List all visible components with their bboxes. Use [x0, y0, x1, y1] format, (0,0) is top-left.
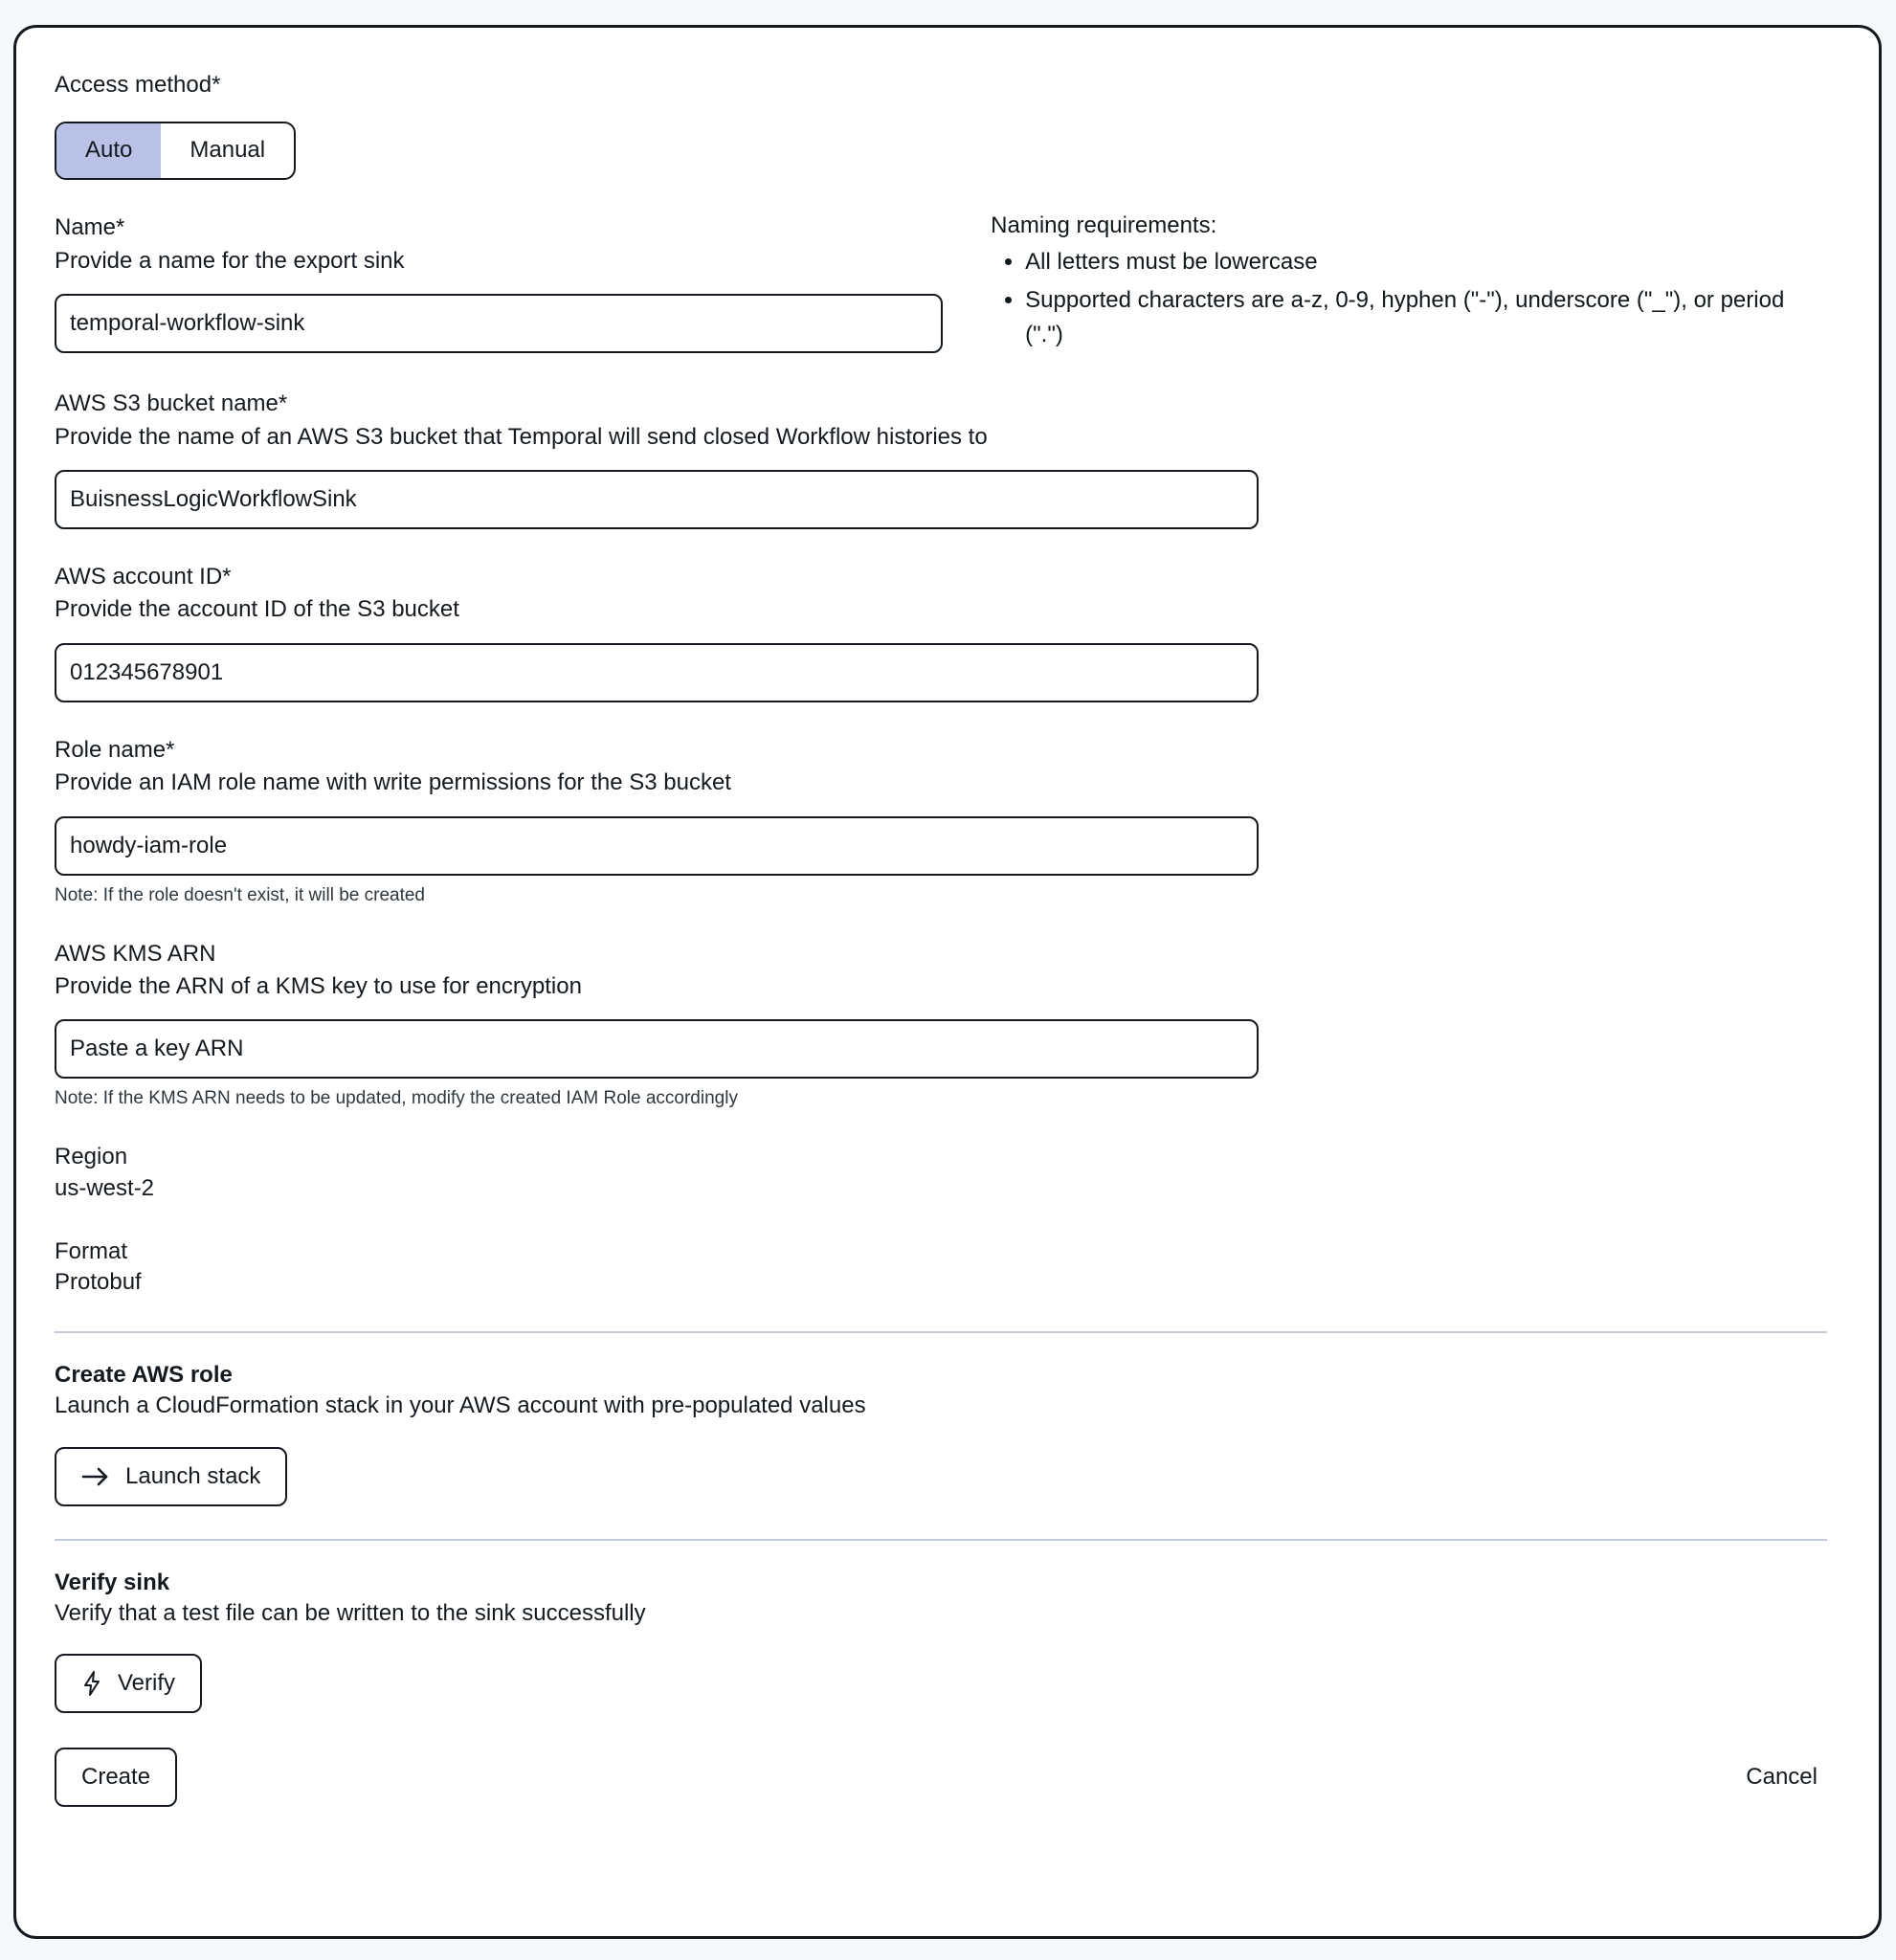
account-id-field-group [55, 562, 1827, 702]
verify-sink-section [55, 1568, 1827, 1714]
cancel-button[interactable]: Cancel [1746, 1764, 1818, 1791]
name-and-requirements-row [55, 212, 1827, 356]
region-value: us-west-2 [55, 1174, 155, 1201]
kms-arn-label: AWS KMS ARN [55, 940, 216, 967]
kms-arn-note: Note: If the KMS ARN needs to be updated, modify the created IAM Role accordingly [55, 1088, 738, 1109]
role-name-field-group [55, 735, 1827, 906]
verify-button[interactable] [55, 1654, 202, 1713]
naming-requirement-item: • All letters must be lowercase [1025, 245, 1827, 279]
format-value: Protobuf [55, 1269, 142, 1296]
create-aws-role-section [55, 1360, 1827, 1506]
create-button[interactable]: Create [55, 1748, 177, 1807]
region-block [55, 1142, 1827, 1204]
name-label: Name* [55, 214, 125, 241]
name-field-group [55, 212, 971, 356]
role-name-description: Provide an IAM role name with write permissions for the S3 bucket [55, 769, 731, 796]
access-method-option-manual[interactable]: Manual [161, 123, 294, 178]
export-sink-form-panel [13, 25, 1882, 1939]
naming-requirements-title: Naming requirements: [991, 212, 1217, 239]
region-label: Region [55, 1144, 128, 1170]
lightning-icon [81, 1670, 102, 1697]
divider [55, 1331, 1827, 1333]
access-method-option-auto[interactable]: Auto [56, 123, 161, 178]
access-method-group [55, 70, 1827, 180]
kms-arn-field-group [55, 939, 1827, 1110]
access-method-segmented-control[interactable] [55, 122, 296, 180]
role-name-input[interactable] [55, 816, 1259, 876]
verify-sink-title: Verify sink [55, 1569, 170, 1595]
launch-stack-button[interactable] [55, 1447, 287, 1506]
bucket-field-group [55, 389, 1827, 529]
role-name-note: Note: If the role doesn't exist, it will be created [55, 884, 425, 905]
naming-requirement-item: • Supported characters are a-z, 0-9, hyphen ("-"), underscore ("_"), or period (".") [1025, 283, 1827, 352]
arrow-right-icon [81, 1466, 110, 1487]
kms-arn-description: Provide the ARN of a KMS key to use for encryption [55, 972, 582, 999]
naming-requirements-list [991, 245, 1827, 352]
account-id-input[interactable] [55, 643, 1259, 702]
bucket-description: Provide the name of an AWS S3 bucket that Temporal will send closed Workflow histories to [55, 423, 988, 450]
naming-requirements-block [971, 212, 1827, 356]
divider [55, 1539, 1827, 1541]
verify-sink-description: Verify that a test file can be written to the sink successfully [55, 1600, 646, 1627]
verify-button-label: Verify [118, 1670, 176, 1697]
account-id-label: AWS account ID* [55, 563, 232, 590]
name-description: Provide a name for the export sink [55, 247, 405, 274]
create-aws-role-description: Launch a CloudFormation stack in your AWS account with pre-populated values [55, 1392, 866, 1419]
account-id-description: Provide the account ID of the S3 bucket [55, 596, 459, 623]
name-input[interactable] [55, 294, 943, 353]
bucket-input[interactable] [55, 470, 1259, 529]
create-aws-role-title: Create AWS role [55, 1361, 233, 1388]
access-method-label: Access method* [55, 72, 221, 98]
kms-arn-input[interactable] [55, 1019, 1259, 1079]
form-footer [55, 1748, 1827, 1807]
format-label: Format [55, 1238, 128, 1265]
format-block [55, 1236, 1827, 1299]
bucket-label: AWS S3 bucket name* [55, 390, 288, 417]
role-name-label: Role name* [55, 736, 175, 763]
launch-stack-button-label: Launch stack [125, 1462, 261, 1489]
